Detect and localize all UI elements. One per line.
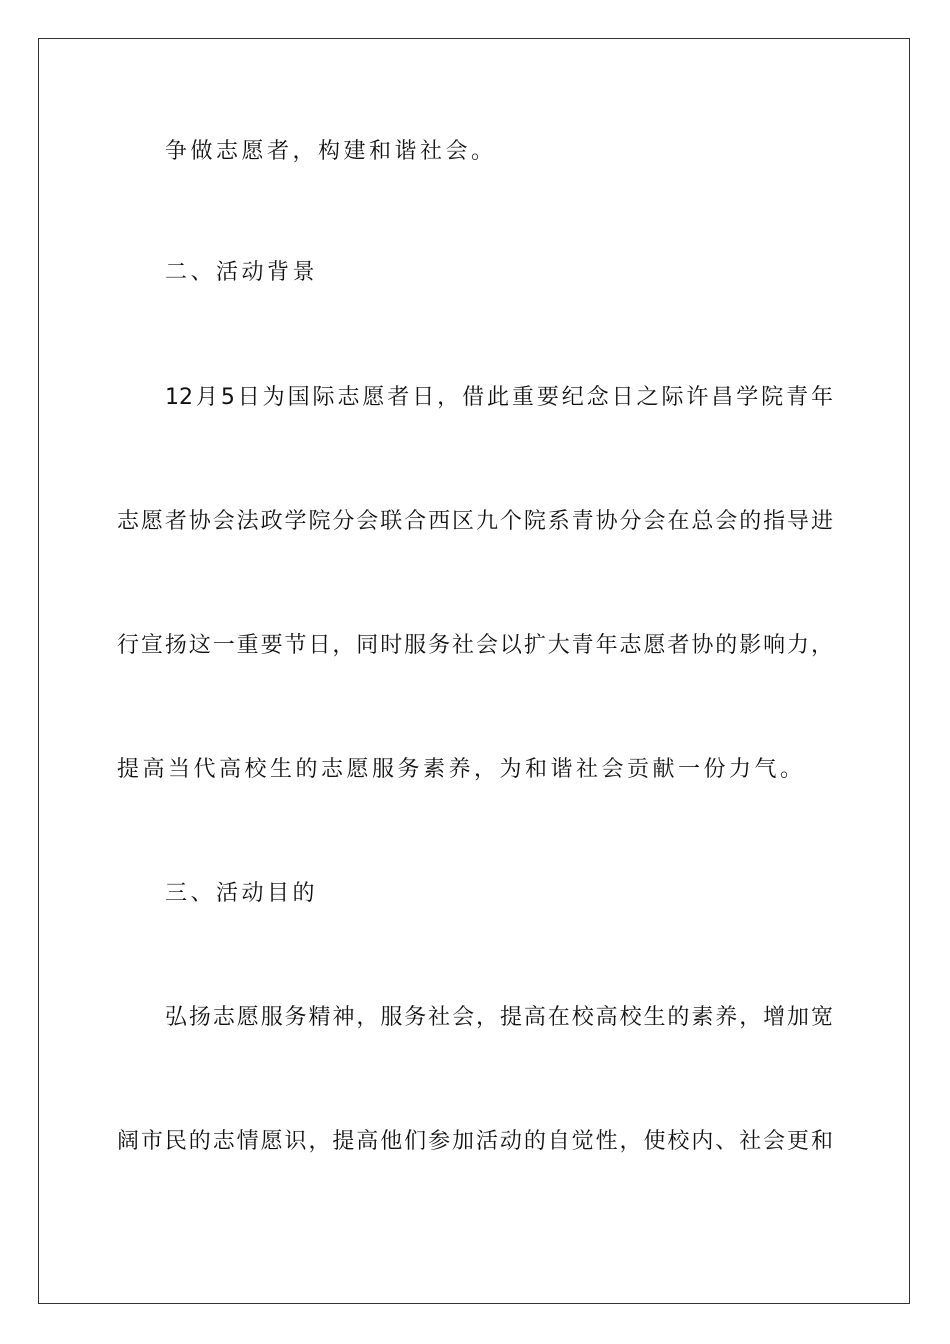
page-border	[38, 38, 910, 1304]
paragraph-line: 弘扬志愿服务精神，服务社会，提高在校高校生的素养，增加宽	[165, 1005, 833, 1030]
section-heading-background: 二、活动背景	[165, 260, 319, 285]
paragraph-line: 提高当代高校生的志愿服务素养，为和谐社会贡献一份力气。	[117, 757, 806, 782]
section-heading-purpose: 三、活动目的	[165, 881, 319, 906]
paragraph-line: 争做志愿者，构建和谐社会。	[165, 139, 497, 164]
paragraph-line: 阔市民的志情愿识，提高他们参加活动的自觉性，使校内、社会更和	[117, 1129, 833, 1154]
paragraph-line: 志愿者协会法政学院分会联合西区九个院系青协分会在总会的指导进	[117, 509, 833, 534]
paragraph-line: 12月5日为国际志愿者日，借此重要纪念日之际许昌学院青年	[165, 385, 833, 410]
paragraph-line: 行宣扬这一重要节日，同时服务社会以扩大青年志愿者协的影响力，	[117, 633, 833, 658]
